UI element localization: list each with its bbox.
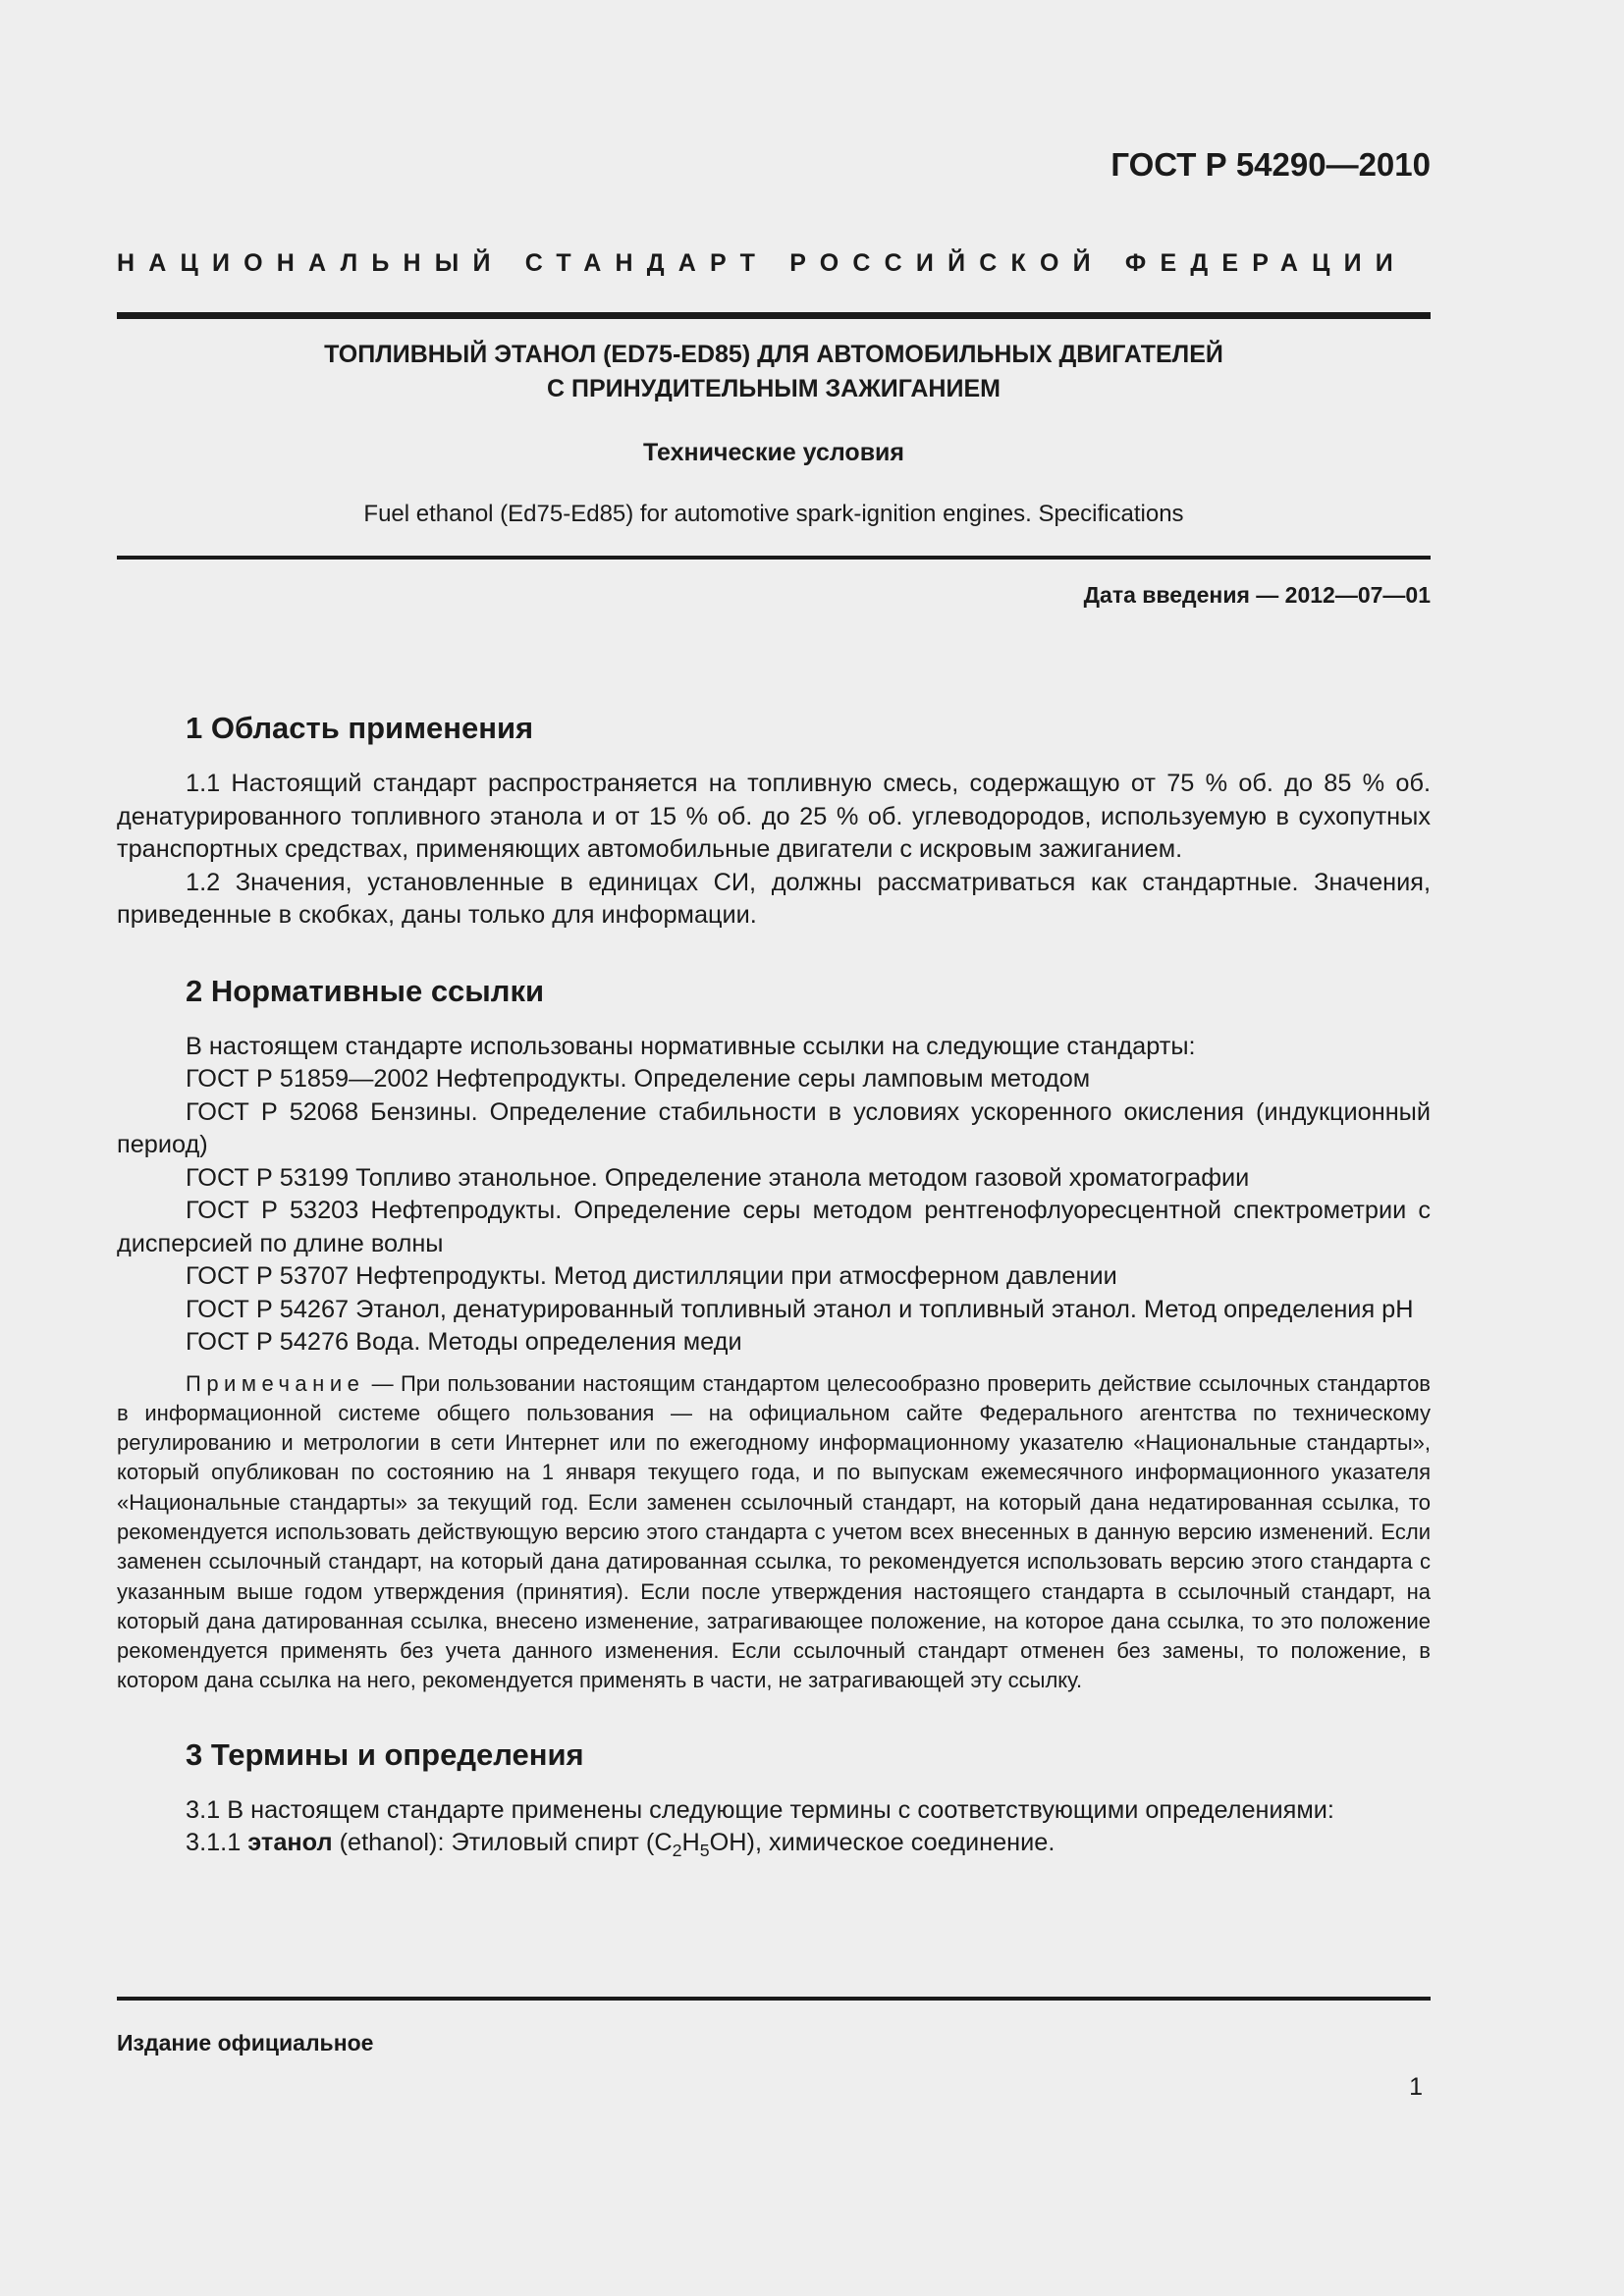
term-number: 3.1.1 bbox=[186, 1829, 248, 1857]
paragraph-1-1: 1.1 Настоящий стандарт распространяется на топливную смесь, содержащую от 75 % об. до 85 % об. денатурированного топливного этанола и от 15 % об. до 25 % об. углеводородов, используемую в сухопутных транспортных средствах, применяющих автомобильные двигатели с искровым зажиганием. bbox=[117, 770, 1431, 863]
document-id: ГОСТ Р 54290—2010 bbox=[1110, 146, 1431, 183]
note-text: — При пользовании настоящим стандартом целесообразно проверить действие ссылочных стандартов в информационной системе общего пользования — на официальном сайте Федерального агентства по техническому регулированию и метрологии в сети Интернет или по ежегодному информационному указателю «Национальные стандарты», который опубликован по состоянию на 1 января текущего года, и по выпускам ежемесячного информационного указателя «Национальные стандарты» за текущий год. Если заменен ссылочный стандарт, на который дана недатированная ссылка, то рекомендуется использовать действующую версию этого стандарта с учетом всех внесенных в данную версию изменений. Если заменен ссылочный стандарт, на который дана датированная ссылка, то рекомендуется использовать версию этого стандарта с указанным выше годом утверждения (принятия). Если после утверждения настоящего стандарта в ссылочный стандарт, на который дана датированная ссылка, внесено изменение, затрагивающее положение, на которое дана ссылка, то это положение рекомендуется применять без учета данного изменения. Если ссылочный стандарт отменен без замены, то положение, в котором дана ссылка на него, рекомендуется применять в части, не затрагивающей эту ссылку. bbox=[117, 1370, 1431, 1693]
term-name: этанол bbox=[247, 1829, 333, 1857]
page-number: 1 bbox=[1409, 2073, 1423, 2101]
section-2-heading: 2 Нормативные ссылки bbox=[186, 973, 545, 1008]
note-paragraph bbox=[117, 1369, 1431, 1696]
document-title bbox=[117, 338, 1431, 406]
reference-item: ГОСТ Р 52068 Бензины. Определение стабильности в условиях ускоренного окисления (индукционный период) bbox=[117, 1097, 1431, 1158]
term-definition bbox=[117, 1827, 1431, 1860]
note-label: Примечание bbox=[186, 1370, 365, 1396]
document-page bbox=[117, 0, 1431, 2296]
reference-item: ГОСТ Р 54267 Этанол, денатурированный топливный этанол и топливный этанол. Метод определения pH bbox=[186, 1295, 1414, 1323]
document-subtitle: Технические условия bbox=[642, 439, 905, 466]
section-1-heading: 1 Область применения bbox=[186, 711, 534, 745]
term-definition-end: OH), химическое соединение. bbox=[709, 1829, 1056, 1857]
header-rule bbox=[117, 312, 1431, 319]
introduction-date: Дата введения — 2012—07—01 bbox=[1083, 582, 1431, 608]
term-english: (ethanol): Этиловый спирт (C bbox=[332, 1829, 673, 1857]
official-edition-label: Издание официальное bbox=[117, 2030, 374, 2056]
footer-rule bbox=[117, 1997, 1431, 2001]
title-line-1: ТОПЛИВНЫЙ ЭТАНОЛ (ED75-ED85) ДЛЯ АВТОМОБИЛЬНЫХ ДВИГАТЕЛЕЙ bbox=[324, 341, 1223, 368]
formula-subscript-2: 2 bbox=[672, 1841, 682, 1861]
title-line-2: С ПРИНУДИТЕЛЬНЫМ ЗАЖИГАНИЕМ bbox=[547, 375, 1001, 402]
paragraph-1-2: 1.2 Значения, установленные в единицах СИ, должны рассматриваться как стандартные. Значения, приведенные в скобках, даны только для информации. bbox=[117, 868, 1431, 929]
national-standard-banner: НАЦИОНАЛЬНЫЙ СТАНДАРТ РОССИЙСКОЙ ФЕДЕРАЦИИ bbox=[117, 249, 1407, 277]
reference-item: ГОСТ Р 51859—2002 Нефтепродукты. Определение серы ламповым методом bbox=[186, 1065, 1091, 1093]
reference-item: ГОСТ Р 53199 Топливо этанольное. Определение этанола методом газовой хроматографии bbox=[186, 1163, 1250, 1192]
formula-subscript-5: 5 bbox=[699, 1841, 710, 1861]
references-intro: В настоящем стандарте использованы нормативные ссылки на следующие стандарты: bbox=[186, 1032, 1196, 1060]
reference-item: ГОСТ Р 54276 Вода. Методы определения меди bbox=[186, 1328, 742, 1356]
title-rule bbox=[117, 556, 1431, 560]
reference-item: ГОСТ Р 53203 Нефтепродукты. Определение серы методом рентгенофлуоресцентной спектрометрии с дисперсией по длине волны bbox=[117, 1197, 1431, 1257]
paragraph-3-1: 3.1 В настоящем стандарте применены следующие термины с соответствующими определениями: bbox=[186, 1795, 1334, 1824]
reference-item: ГОСТ Р 53707 Нефтепродукты. Метод дистилляции при атмосферном давлении bbox=[186, 1262, 1117, 1290]
formula-hydrogen: H bbox=[681, 1829, 700, 1857]
section-3-heading: 3 Термины и определения bbox=[186, 1736, 584, 1772]
english-title: Fuel ethanol (Ed75-Ed85) for automotive spark-ignition engines. Specifications bbox=[363, 501, 1184, 527]
document-body bbox=[117, 707, 1431, 1860]
